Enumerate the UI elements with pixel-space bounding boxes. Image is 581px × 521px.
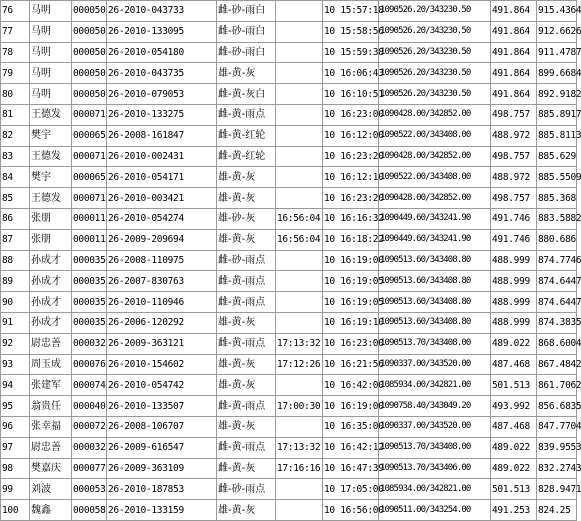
coordinates-cell: 1090513.70/343406.00 <box>379 458 491 479</box>
arrival-time-cell: 10 15:59:38 <box>323 42 379 63</box>
speed-cell: 832.2743 <box>537 458 577 479</box>
owner-name-cell: 张建军 <box>30 375 72 396</box>
speed-cell: 885.629 <box>537 146 577 167</box>
pigeon-color-cell: 雄-黄-灰 <box>217 416 276 437</box>
arrival-time-cell: 10 16:12:00 <box>323 125 379 146</box>
table-row <box>1 229 577 250</box>
table-row <box>1 271 577 292</box>
table-row <box>1 84 577 105</box>
rank-cell: 96 <box>1 416 30 437</box>
member-code-cell: 000011 <box>72 208 107 229</box>
ring-number-cell: 26-2010-054171 <box>107 167 217 188</box>
distance-cell: 498.757 <box>491 188 537 209</box>
pigeon-color-cell: 雌-砂-雨白 <box>217 1 276 22</box>
coordinates-cell: 1090511.00/343254.00 <box>379 500 491 521</box>
speed-cell: 885.8113 <box>537 125 577 146</box>
speed-cell: 824.25 <box>537 500 577 521</box>
distance-cell: 501.513 <box>491 479 537 500</box>
rank-cell: 92 <box>1 333 30 354</box>
speed-cell: 874.3835 <box>537 312 577 333</box>
coordinates-cell: 1090513.70/343408.00 <box>379 333 491 354</box>
coordinates-cell: 1090522.00/343408.00 <box>379 125 491 146</box>
rank-cell: 87 <box>1 229 30 250</box>
ring-number-cell: 26-2010-133095 <box>107 21 217 42</box>
pigeon-color-cell: 雄-黄-灰 <box>217 375 276 396</box>
distance-cell: 491.864 <box>491 84 537 105</box>
member-code-cell: 000050 <box>72 84 107 105</box>
member-code-cell: 000074 <box>72 375 107 396</box>
member-code-cell: 000032 <box>72 437 107 458</box>
coordinates-cell: 1090758.40/343049.20 <box>379 396 491 417</box>
pigeon-color-cell: 雄-砂-灰 <box>217 208 276 229</box>
coordinates-cell: 1090513.60/343408.80 <box>379 250 491 271</box>
member-code-cell: 000065 <box>72 125 107 146</box>
table-row <box>1 375 577 396</box>
check-time-cell: 17:13:32 <box>276 333 323 354</box>
distance-cell: 488.999 <box>491 312 537 333</box>
member-code-cell: 000050 <box>72 1 107 22</box>
rank-cell: 77 <box>1 21 30 42</box>
arrival-time-cell: 10 16:18:22 <box>323 229 379 250</box>
table-row <box>1 500 577 521</box>
member-code-cell: 000035 <box>72 271 107 292</box>
coordinates-cell: 1090526.20/343230.50 <box>379 42 491 63</box>
distance-cell: 491.864 <box>491 63 537 84</box>
table-row <box>1 21 577 42</box>
arrival-time-cell: 10 16:35:00 <box>323 416 379 437</box>
table-row <box>1 125 577 146</box>
arrival-time-cell: 10 16:42:12 <box>323 437 379 458</box>
ring-number-cell: 26-2010-043733 <box>107 1 217 22</box>
arrival-time-cell: 10 16:21:56 <box>323 354 379 375</box>
member-code-cell: 000050 <box>72 21 107 42</box>
distance-cell: 491.864 <box>491 1 537 22</box>
owner-name-cell: 周玉成 <box>30 354 72 375</box>
rank-cell: 86 <box>1 208 30 229</box>
speed-cell: 885.5509 <box>537 167 577 188</box>
ring-number-cell: 26-2010-110946 <box>107 292 217 313</box>
table-row <box>1 250 577 271</box>
table-row <box>1 396 577 417</box>
coordinates-cell: 1090513.70/343408.00 <box>379 437 491 458</box>
ring-number-cell: 26-2010-133275 <box>107 104 217 125</box>
distance-cell: 493.992 <box>491 396 537 417</box>
distance-cell: 488.972 <box>491 125 537 146</box>
table-row <box>1 312 577 333</box>
pigeon-color-cell: 雌-黄-红轮 <box>217 146 276 167</box>
pigeon-color-cell: 雄-黄-灰 <box>217 354 276 375</box>
check-time-cell <box>276 188 323 209</box>
owner-name-cell: 马明 <box>30 1 72 22</box>
check-time-cell <box>276 416 323 437</box>
coordinates-cell: 1090428.00/342852.00 <box>379 104 491 125</box>
arrival-time-cell: 10 16:12:10 <box>323 167 379 188</box>
coordinates-cell: 1090526.20/343230.50 <box>379 84 491 105</box>
speed-cell: 861.7062 <box>537 375 577 396</box>
owner-name-cell: 张幸福 <box>30 416 72 437</box>
coordinates-cell: 1090526.20/343230.50 <box>379 21 491 42</box>
speed-cell: 911.4787 <box>537 42 577 63</box>
check-time-cell <box>276 167 323 188</box>
arrival-time-cell: 10 16:23:00 <box>323 104 379 125</box>
distance-cell: 491.864 <box>491 21 537 42</box>
owner-name-cell: 樊嘉庆 <box>30 458 72 479</box>
check-time-cell: 16:56:04 <box>276 208 323 229</box>
arrival-time-cell: 10 16:42:00 <box>323 375 379 396</box>
check-time-cell <box>276 42 323 63</box>
arrival-time-cell: 10 16:19:05 <box>323 292 379 313</box>
check-time-cell <box>276 500 323 521</box>
rank-cell: 88 <box>1 250 30 271</box>
check-time-cell: 17:12:26 <box>276 354 323 375</box>
rank-cell: 76 <box>1 1 30 22</box>
coordinates-cell: 1090337.00/343520.00 <box>379 416 491 437</box>
ring-number-cell: 26-2008-161847 <box>107 125 217 146</box>
ring-number-cell: 26-2008-110975 <box>107 250 217 271</box>
owner-name-cell: 刘波 <box>30 479 72 500</box>
coordinates-cell: 1090428.00/342852.00 <box>379 188 491 209</box>
owner-name-cell: 樊宇 <box>30 167 72 188</box>
pigeon-color-cell: 雄-黄-灰 <box>217 167 276 188</box>
check-time-cell: 17:16:16 <box>276 458 323 479</box>
pigeon-color-cell: 雌-黄-红轮 <box>217 125 276 146</box>
member-code-cell: 000077 <box>72 458 107 479</box>
check-time-cell <box>276 1 323 22</box>
owner-name-cell: 王德发 <box>30 188 72 209</box>
pigeon-color-cell: 雌-砂-雨点 <box>217 479 276 500</box>
speed-cell: 868.6004 <box>537 333 577 354</box>
distance-cell: 491.864 <box>491 42 537 63</box>
check-time-cell <box>276 292 323 313</box>
member-code-cell: 000071 <box>72 188 107 209</box>
arrival-time-cell: 10 16:23:20 <box>323 188 379 209</box>
speed-cell: 874.6447 <box>537 271 577 292</box>
rank-cell: 85 <box>1 188 30 209</box>
distance-cell: 491.253 <box>491 500 537 521</box>
arrival-time-cell: 10 15:57:18 <box>323 1 379 22</box>
speed-cell: 880.686 <box>537 229 577 250</box>
ring-number-cell: 26-2009-363109 <box>107 458 217 479</box>
speed-cell: 885.368 <box>537 188 577 209</box>
check-time-cell: 17:00:30 <box>276 396 323 417</box>
table-row <box>1 458 577 479</box>
arrival-time-cell: 10 16:19:00 <box>323 396 379 417</box>
speed-cell: 899.6684 <box>537 63 577 84</box>
pigeon-color-cell: 雄-黄-灰 <box>217 312 276 333</box>
distance-cell: 488.999 <box>491 271 537 292</box>
check-time-cell <box>276 479 323 500</box>
member-code-cell: 000058 <box>72 500 107 521</box>
table-row <box>1 146 577 167</box>
arrival-time-cell: 10 16:19:05 <box>323 271 379 292</box>
member-code-cell: 000011 <box>72 229 107 250</box>
member-code-cell: 000053 <box>72 479 107 500</box>
table-row <box>1 63 577 84</box>
rank-cell: 94 <box>1 375 30 396</box>
ring-number-cell: 26-2010-054180 <box>107 42 217 63</box>
check-time-cell <box>276 271 323 292</box>
speed-cell: 867.4842 <box>537 354 577 375</box>
check-time-cell <box>276 104 323 125</box>
rank-cell: 89 <box>1 271 30 292</box>
table-row <box>1 437 577 458</box>
coordinates-cell: 1090337.00/343520.00 <box>379 354 491 375</box>
check-time-cell <box>276 312 323 333</box>
distance-cell: 487.468 <box>491 354 537 375</box>
owner-name-cell: 尉忠善 <box>30 437 72 458</box>
pigeon-color-cell: 雄-黄-灰 <box>217 63 276 84</box>
member-code-cell: 000035 <box>72 250 107 271</box>
table-row <box>1 188 577 209</box>
rank-cell: 79 <box>1 63 30 84</box>
member-code-cell: 000076 <box>72 354 107 375</box>
coordinates-cell: 1090449.60/343241.90 <box>379 229 491 250</box>
pigeon-color-cell: 雌-黄-灰白 <box>217 84 276 105</box>
coordinates-cell: 1090522.00/343408.00 <box>379 167 491 188</box>
member-code-cell: 000071 <box>72 146 107 167</box>
ring-number-cell: 26-2010-154602 <box>107 354 217 375</box>
owner-name-cell: 翁贵任 <box>30 396 72 417</box>
ring-number-cell: 26-2010-054274 <box>107 208 217 229</box>
table-row <box>1 208 577 229</box>
speed-cell: 856.6835 <box>537 396 577 417</box>
rank-cell: 97 <box>1 437 30 458</box>
speed-cell: 915.4364 <box>537 1 577 22</box>
speed-cell: 874.6447 <box>537 292 577 313</box>
distance-cell: 491.746 <box>491 229 537 250</box>
member-code-cell: 000035 <box>72 292 107 313</box>
check-time-cell <box>276 250 323 271</box>
owner-name-cell: 孙成才 <box>30 312 72 333</box>
owner-name-cell: 樊宇 <box>30 125 72 146</box>
arrival-time-cell: 10 16:23:20 <box>323 146 379 167</box>
distance-cell: 489.022 <box>491 333 537 354</box>
arrival-time-cell: 10 16:56:00 <box>323 500 379 521</box>
pigeon-color-cell: 雌-黄-雨点 <box>217 396 276 417</box>
speed-cell: 912.6626 <box>537 21 577 42</box>
arrival-time-cell: 10 16:10:51 <box>323 84 379 105</box>
ring-number-cell: 26-2010-003421 <box>107 188 217 209</box>
table-row <box>1 42 577 63</box>
coordinates-cell: 1090449.60/343241.90 <box>379 208 491 229</box>
member-code-cell: 000050 <box>72 42 107 63</box>
check-time-cell <box>276 146 323 167</box>
rank-cell: 98 <box>1 458 30 479</box>
check-time-cell: 17:13:32 <box>276 437 323 458</box>
distance-cell: 501.513 <box>491 375 537 396</box>
pigeon-color-cell: 雄-黄-灰 <box>217 229 276 250</box>
distance-cell: 498.757 <box>491 146 537 167</box>
table-row <box>1 292 577 313</box>
arrival-time-cell: 10 17:05:00 <box>323 479 379 500</box>
rank-cell: 99 <box>1 479 30 500</box>
ring-number-cell: 26-2010-133507 <box>107 396 217 417</box>
table-row <box>1 416 577 437</box>
rank-cell: 83 <box>1 146 30 167</box>
member-code-cell: 000065 <box>72 167 107 188</box>
owner-name-cell: 马明 <box>30 42 72 63</box>
check-time-cell <box>276 21 323 42</box>
distance-cell: 498.757 <box>491 104 537 125</box>
member-code-cell: 000032 <box>72 333 107 354</box>
table-row <box>1 333 577 354</box>
owner-name-cell: 马明 <box>30 63 72 84</box>
check-time-cell <box>276 375 323 396</box>
ring-number-cell: 26-2010-043735 <box>107 63 217 84</box>
owner-name-cell: 王德发 <box>30 104 72 125</box>
ring-number-cell: 26-2009-363121 <box>107 333 217 354</box>
owner-name-cell: 张朋 <box>30 208 72 229</box>
arrival-time-cell: 10 16:16:32 <box>323 208 379 229</box>
speed-cell: 839.9553 <box>537 437 577 458</box>
arrival-time-cell: 10 16:19:00 <box>323 250 379 271</box>
check-time-cell: 16:56:04 <box>276 229 323 250</box>
arrival-time-cell: 10 15:58:56 <box>323 21 379 42</box>
results-table-body <box>1 1 581 521</box>
ring-number-cell: 26-2008-106707 <box>107 416 217 437</box>
owner-name-cell: 马明 <box>30 21 72 42</box>
table-row <box>1 479 577 500</box>
distance-cell: 489.022 <box>491 437 537 458</box>
speed-cell: 847.7704 <box>537 416 577 437</box>
check-time-cell <box>276 125 323 146</box>
coordinates-cell: 1090513.60/343408.80 <box>379 271 491 292</box>
distance-cell: 491.746 <box>491 208 537 229</box>
rank-cell: 78 <box>1 42 30 63</box>
distance-cell: 488.999 <box>491 250 537 271</box>
owner-name-cell: 王德发 <box>30 146 72 167</box>
speed-cell: 892.9182 <box>537 84 577 105</box>
distance-cell: 488.999 <box>491 292 537 313</box>
check-time-cell <box>276 84 323 105</box>
distance-cell: 488.972 <box>491 167 537 188</box>
table-row <box>1 1 577 22</box>
owner-name-cell: 马明 <box>30 84 72 105</box>
coordinates-cell: 1085934.00/342821.00 <box>379 479 491 500</box>
owner-name-cell: 魏鑫 <box>30 500 72 521</box>
rank-cell: 81 <box>1 104 30 125</box>
rank-cell: 84 <box>1 167 30 188</box>
arrival-time-cell: 10 16:23:00 <box>323 333 379 354</box>
pigeon-color-cell: 雌-砂-雨白 <box>217 42 276 63</box>
member-code-cell: 000071 <box>72 104 107 125</box>
rank-cell: 100 <box>1 500 30 521</box>
owner-name-cell: 孙成才 <box>30 271 72 292</box>
member-code-cell: 000050 <box>72 63 107 84</box>
pigeon-color-cell: 雌-黄-雨点 <box>217 292 276 313</box>
rank-cell: 91 <box>1 312 30 333</box>
coordinates-cell: 1090526.20/343230.50 <box>379 63 491 84</box>
coordinates-cell: 1085934.00/342821.00 <box>379 375 491 396</box>
coordinates-cell: 1090526.20/343230.50 <box>379 1 491 22</box>
arrival-time-cell: 10 16:47:39 <box>323 458 379 479</box>
table-row <box>1 104 577 125</box>
coordinates-cell: 1090428.00/342852.00 <box>379 146 491 167</box>
ring-number-cell: 26-2009-209694 <box>107 229 217 250</box>
ring-number-cell: 26-2010-079053 <box>107 84 217 105</box>
pigeon-color-cell: 雌-砂-雨点 <box>217 250 276 271</box>
owner-name-cell: 尉忠善 <box>30 333 72 354</box>
check-time-cell <box>276 63 323 84</box>
ring-number-cell: 26-2009-616547 <box>107 437 217 458</box>
ring-number-cell: 26-2010-133159 <box>107 500 217 521</box>
coordinates-cell: 1090513.60/343408.80 <box>379 312 491 333</box>
owner-name-cell: 孙成才 <box>30 250 72 271</box>
pigeon-color-cell: 雄-黄-灰 <box>217 500 276 521</box>
distance-cell: 489.022 <box>491 458 537 479</box>
ring-number-cell: 26-2010-054742 <box>107 375 217 396</box>
rank-cell: 95 <box>1 396 30 417</box>
pigeon-color-cell: 雌-黄-雨点 <box>217 104 276 125</box>
owner-name-cell: 孙成才 <box>30 292 72 313</box>
member-code-cell: 000072 <box>72 416 107 437</box>
pigeon-color-cell: 雄-黄-灰 <box>217 188 276 209</box>
owner-name-cell: 张朋 <box>30 229 72 250</box>
table-row <box>1 354 577 375</box>
pigeon-color-cell: 雌-黄-雨点 <box>217 271 276 292</box>
rank-cell: 90 <box>1 292 30 313</box>
pigeon-color-cell: 雌-黄-灰 <box>217 458 276 479</box>
pigeon-color-cell: 雌-黄-雨点 <box>217 437 276 458</box>
pigeon-color-cell: 雌-砂-雨白 <box>217 21 276 42</box>
arrival-time-cell: 10 16:06:43 <box>323 63 379 84</box>
table-row <box>1 167 577 188</box>
speed-cell: 828.9471 <box>537 479 577 500</box>
speed-cell: 883.5882 <box>537 208 577 229</box>
distance-cell: 487.468 <box>491 416 537 437</box>
coordinates-cell: 1090513.60/343408.80 <box>379 292 491 313</box>
member-code-cell: 000040 <box>72 396 107 417</box>
rank-cell: 80 <box>1 84 30 105</box>
ring-number-cell: 26-2010-187853 <box>107 479 217 500</box>
speed-cell: 885.8917 <box>537 104 577 125</box>
ring-number-cell: 26-2010-002431 <box>107 146 217 167</box>
member-code-cell: 000035 <box>72 312 107 333</box>
rank-cell: 93 <box>1 354 30 375</box>
pigeon-color-cell: 雌-黄-雨点 <box>217 333 276 354</box>
ring-number-cell: 26-2006-120292 <box>107 312 217 333</box>
rank-cell: 82 <box>1 125 30 146</box>
speed-cell: 874.7746 <box>537 250 577 271</box>
arrival-time-cell: 10 16:19:10 <box>323 312 379 333</box>
ring-number-cell: 26-2007-830763 <box>107 271 217 292</box>
